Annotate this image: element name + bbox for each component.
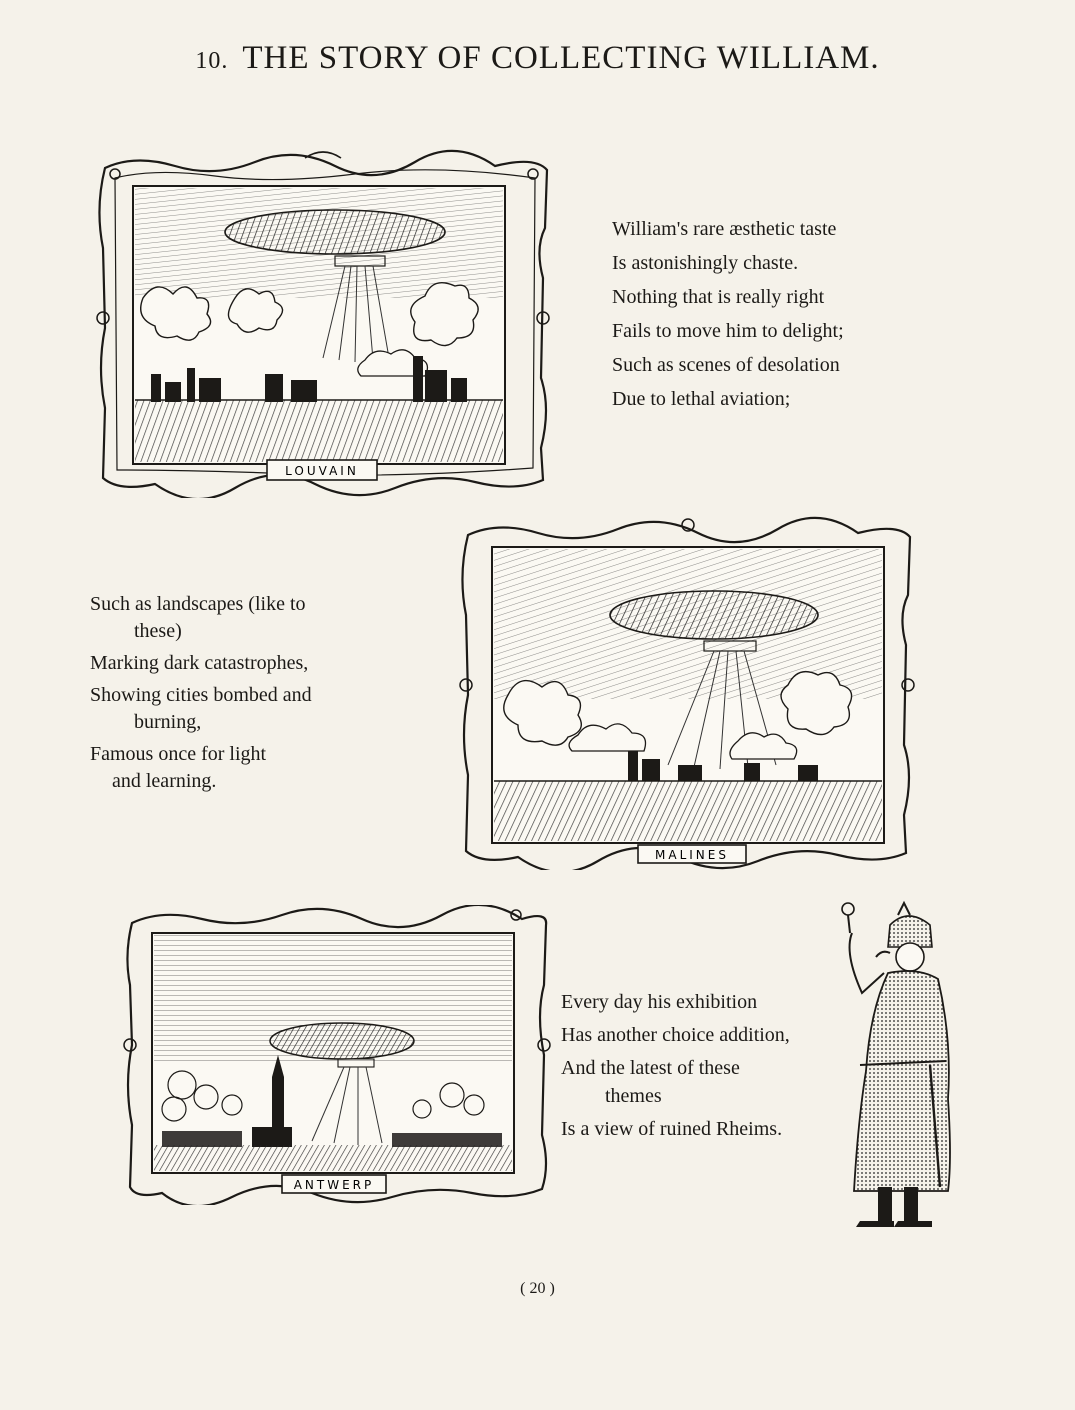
chapter-title: THE STORY OF COLLECTING WILLIAM. xyxy=(242,40,880,76)
verse-line: Such as scenes of desolation xyxy=(612,354,840,376)
verse-line: burning, xyxy=(134,711,202,733)
page-title xyxy=(0,40,1075,77)
chapter-number: 10. xyxy=(195,48,229,74)
verse-line: Is astonishingly chaste. xyxy=(612,252,799,274)
plate-label-antwerp: ANTWERP xyxy=(293,1178,375,1192)
malines-illustration xyxy=(458,515,918,870)
verse-line: Showing cities bombed and xyxy=(90,684,312,706)
verse-stanza-1 xyxy=(612,212,844,416)
verse-line: Every day his exhibition xyxy=(561,991,758,1013)
verse-line: Fails to move him to delight; xyxy=(612,320,844,342)
kaiser-figure-illustration xyxy=(828,895,968,1235)
page-number: ( 20 ) xyxy=(520,1280,555,1297)
verse-line: Is a view of ruined Rheims. xyxy=(561,1118,783,1140)
verse-line: Due to lethal aviation; xyxy=(612,388,791,410)
verse-line: Has another choice addition, xyxy=(561,1024,790,1046)
verse-stanza-3 xyxy=(561,986,790,1146)
verse-line: Nothing that is really right xyxy=(612,286,825,308)
verse-line: Famous once for light xyxy=(90,743,267,765)
verse-stanza-2 xyxy=(90,588,312,797)
plate-label-malines: MALINES xyxy=(655,848,729,862)
verse-line: themes xyxy=(605,1085,662,1107)
antwerp-illustration xyxy=(122,905,552,1205)
verse-line: Marking dark catastrophes, xyxy=(90,652,309,674)
verse-line: Such as landscapes (like to xyxy=(90,593,306,615)
verse-line: William's rare æsthetic taste xyxy=(612,218,837,240)
louvain-illustration xyxy=(95,148,555,498)
verse-line: and learning. xyxy=(112,770,217,792)
verse-line: And the latest of these xyxy=(561,1057,740,1079)
plate-label-louvain: LOUVAIN xyxy=(285,464,359,478)
verse-line: these) xyxy=(134,620,182,642)
